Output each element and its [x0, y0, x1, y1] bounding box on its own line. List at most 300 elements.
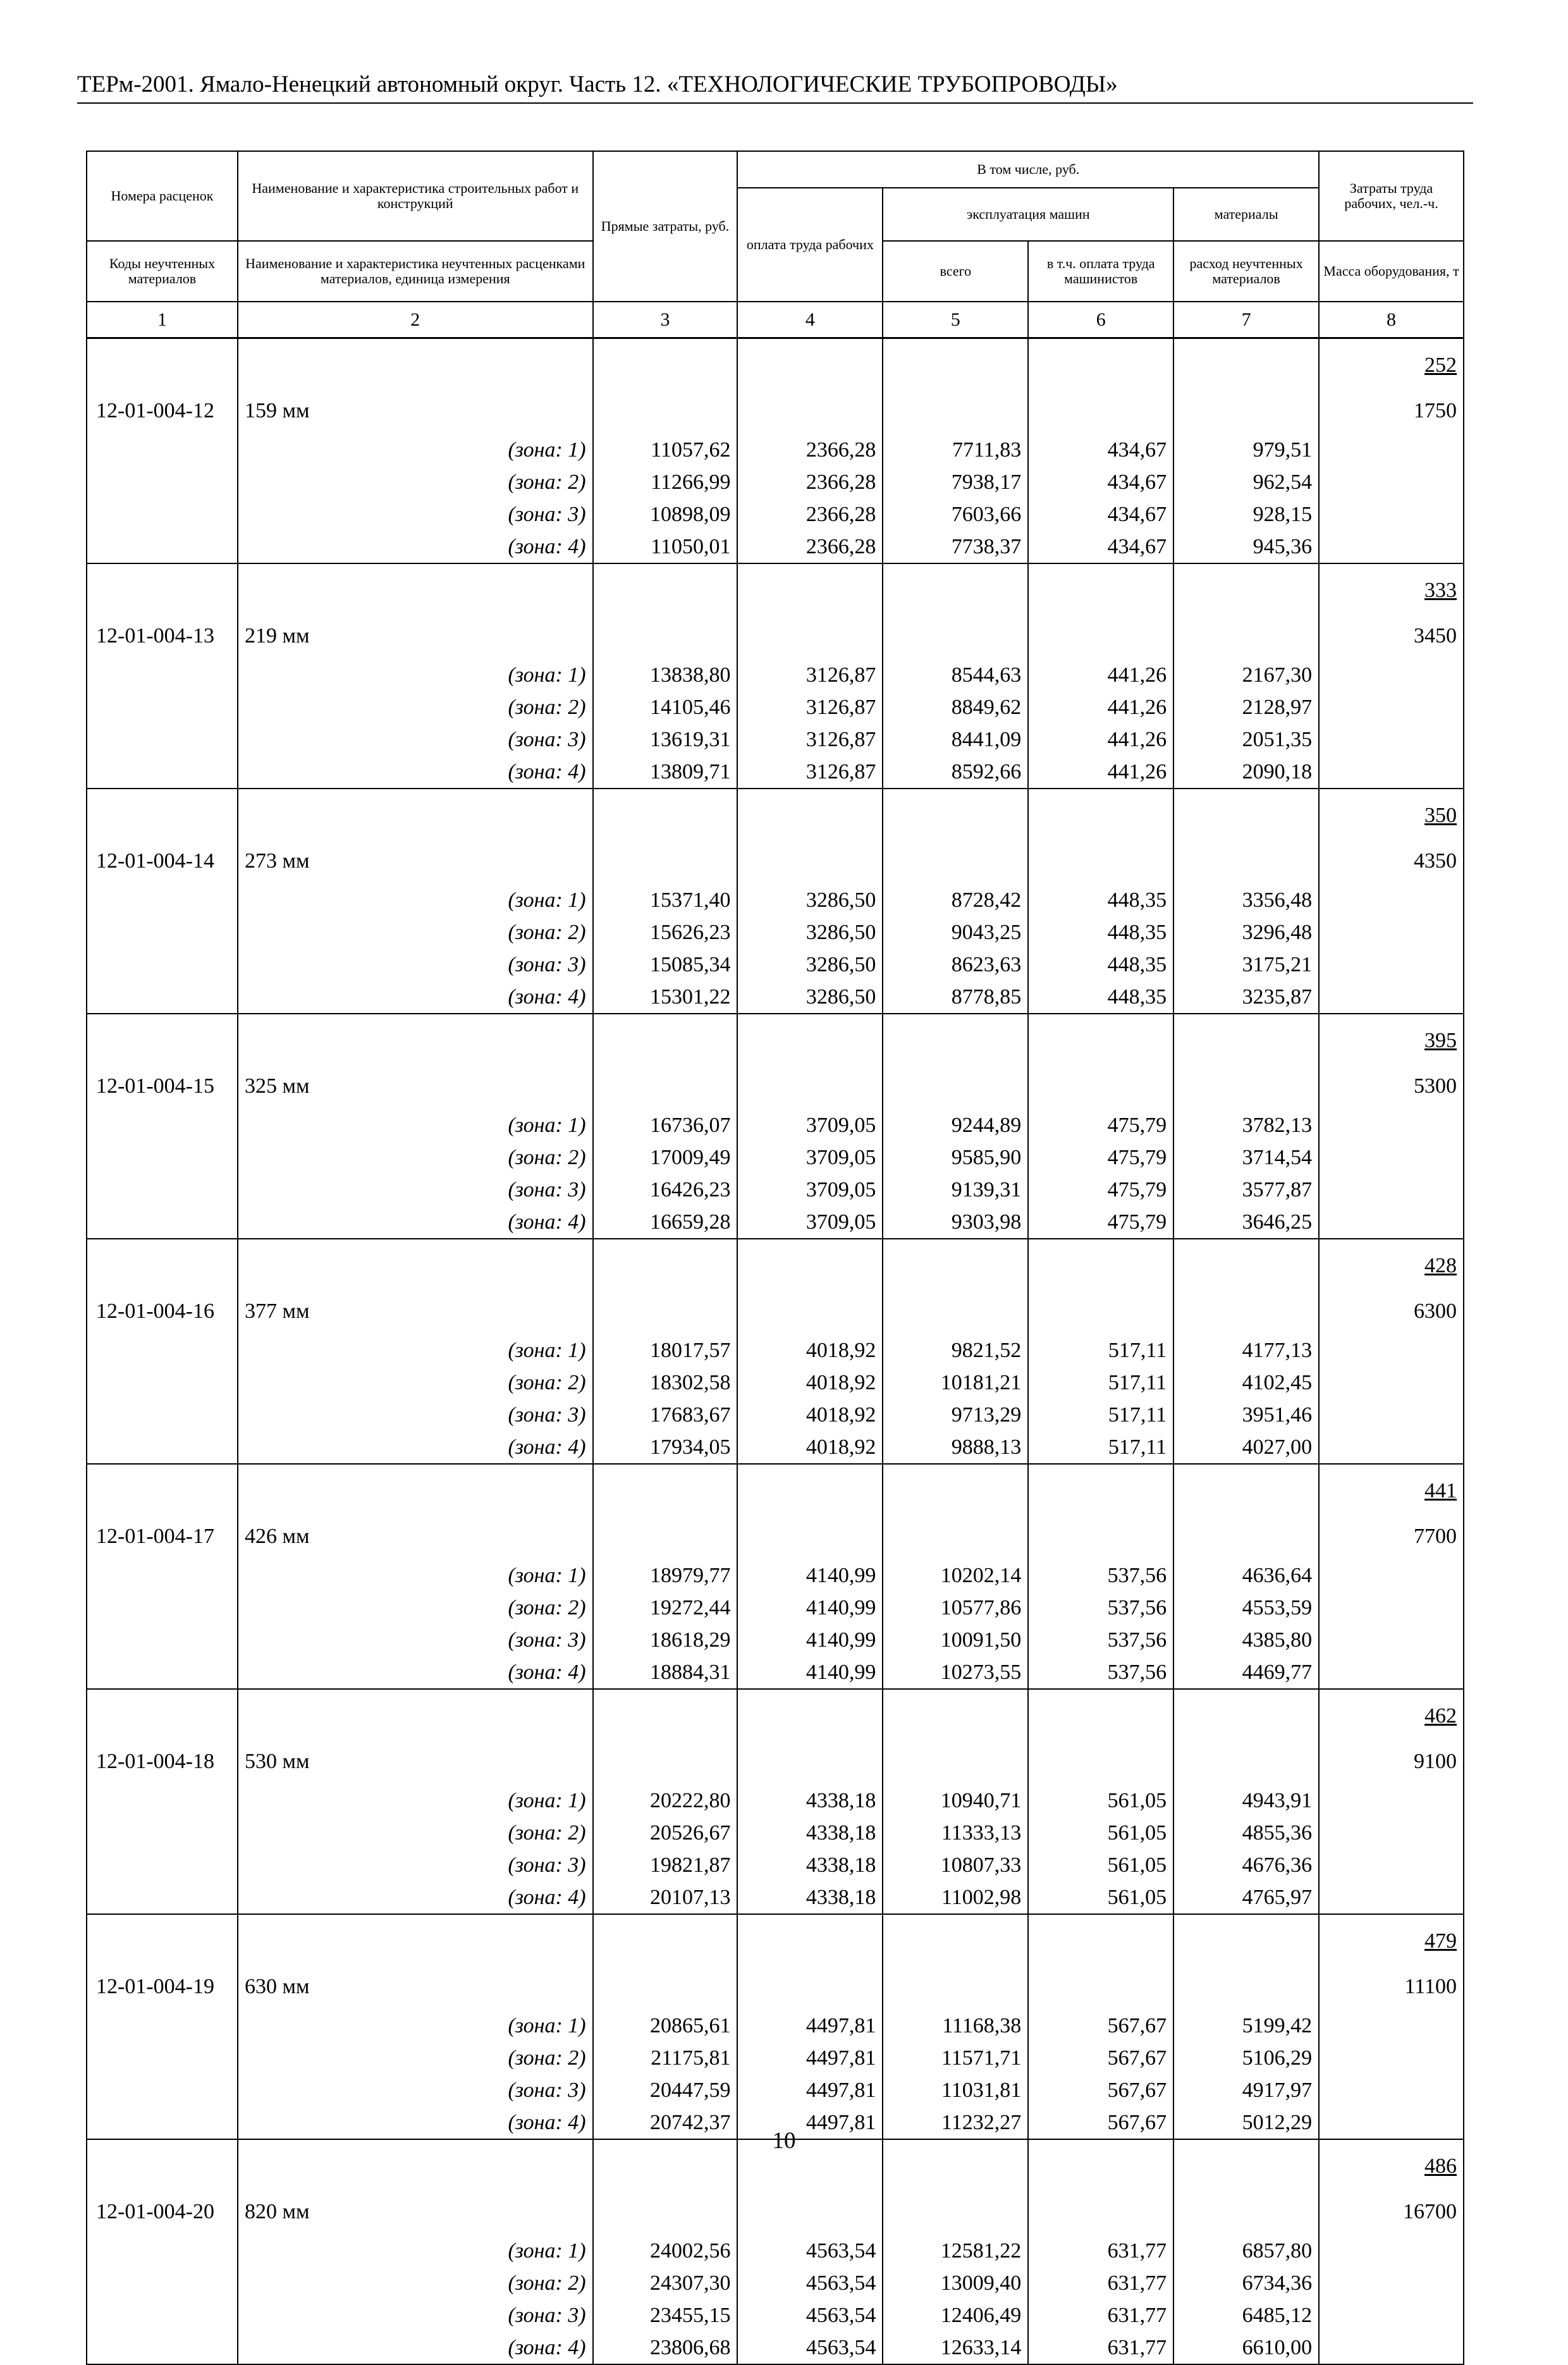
empty-cell: [87, 2299, 238, 2331]
zone-label: (зона: 2): [238, 1367, 593, 1399]
empty-cell: [737, 789, 883, 884]
zone-row: [87, 659, 1464, 691]
zone-row: [87, 2235, 1464, 2267]
worker-wages-cell: 3709,05: [737, 1141, 883, 1174]
empty-cell: [87, 2010, 238, 2042]
zone-row: [87, 1367, 1464, 1399]
empty-cell: [1319, 1656, 1464, 1689]
operator-wages-cell: 537,56: [1028, 1559, 1173, 1592]
operator-wages-cell: 434,67: [1028, 531, 1173, 563]
worker-wages-cell: 4563,54: [737, 2331, 883, 2364]
zone-label: (зона: 4): [238, 2331, 593, 2364]
zone-row: [87, 1592, 1464, 1624]
labor-costs-value: 428: [1424, 1254, 1457, 1277]
table-header: [87, 151, 1464, 338]
worker-wages-cell: 4140,99: [737, 1559, 883, 1592]
zone-label: (зона: 1): [238, 1559, 593, 1592]
rate-header-row: [87, 1014, 1464, 1109]
empty-cell: [883, 789, 1028, 884]
machines-total-cell: 11168,38: [883, 2010, 1028, 2042]
rate-code: 12-01-004-12: [87, 338, 238, 434]
labor-costs-value: 479: [1424, 1929, 1457, 1953]
direct-cost-cell: 18618,29: [593, 1624, 738, 1656]
direct-cost-cell: 13809,71: [593, 756, 738, 789]
rate-name: 273 мм: [238, 789, 593, 884]
materials-cell: 3175,21: [1173, 949, 1319, 981]
empty-cell: [1319, 1431, 1464, 1464]
direct-cost-cell: 20742,37: [593, 2106, 738, 2139]
direct-cost-cell: 16426,23: [593, 1174, 738, 1206]
materials-cell: 945,36: [1173, 531, 1319, 563]
operator-wages-cell: 475,79: [1028, 1206, 1173, 1239]
worker-wages-cell: 4497,81: [737, 2074, 883, 2106]
empty-cell: [1319, 466, 1464, 498]
zone-row: [87, 1141, 1464, 1174]
machines-total-cell: 10091,50: [883, 1624, 1028, 1656]
operator-wages-cell: 567,67: [1028, 2106, 1173, 2139]
empty-cell: [87, 949, 238, 981]
empty-cell: [1319, 1109, 1464, 1141]
zone-label: (зона: 4): [238, 1431, 593, 1464]
zone-label: (зона: 2): [238, 2267, 593, 2299]
worker-wages-cell: 3709,05: [737, 1174, 883, 1206]
zone-label: (зона: 3): [238, 949, 593, 981]
materials-cell: 4855,36: [1173, 1817, 1319, 1849]
zone-row: [87, 2042, 1464, 2074]
empty-cell: [1028, 1914, 1173, 2010]
zone-row: [87, 916, 1464, 949]
empty-cell: [737, 1689, 883, 1784]
labor-mass-cell: [1319, 1914, 1464, 2010]
empty-cell: [87, 1656, 238, 1689]
rate-header-row: [87, 1464, 1464, 1559]
labor-costs-value: 333: [1424, 579, 1457, 602]
machines-total-cell: 7603,66: [883, 498, 1028, 531]
materials-cell: 3296,48: [1173, 916, 1319, 949]
materials-cell: 2051,35: [1173, 723, 1319, 756]
machines-total-cell: 7738,37: [883, 531, 1028, 563]
rate-code: 12-01-004-16: [87, 1239, 238, 1334]
worker-wages-cell: 3126,87: [737, 723, 883, 756]
materials-cell: 3951,46: [1173, 1399, 1319, 1431]
operator-wages-cell: 434,67: [1028, 466, 1173, 498]
worker-wages-cell: 3286,50: [737, 949, 883, 981]
zone-row: [87, 981, 1464, 1014]
column-number: 5: [883, 302, 1028, 338]
rate-code: 12-01-004-18: [87, 1689, 238, 1784]
worker-wages-cell: 4018,92: [737, 1399, 883, 1431]
rate-header-row: [87, 563, 1464, 659]
empty-cell: [87, 2042, 238, 2074]
column-number: 6: [1028, 302, 1173, 338]
equipment-mass-value: 7700: [1414, 1525, 1457, 1548]
direct-cost-cell: 11057,62: [593, 434, 738, 466]
zone-label: (зона: 2): [238, 466, 593, 498]
zone-row: [87, 1399, 1464, 1431]
machines-total-cell: 8592,66: [883, 756, 1028, 789]
machines-total-cell: 8623,63: [883, 949, 1028, 981]
zone-label: (зона: 1): [238, 2010, 593, 2042]
column-number: 2: [238, 302, 593, 338]
direct-cost-cell: 20526,67: [593, 1817, 738, 1849]
empty-cell: [1319, 498, 1464, 531]
rate-name: 325 мм: [238, 1014, 593, 1109]
empty-cell: [593, 563, 738, 659]
empty-cell: [87, 1881, 238, 1914]
operator-wages-cell: 561,05: [1028, 1817, 1173, 1849]
empty-cell: [883, 563, 1028, 659]
materials-cell: 4917,97: [1173, 2074, 1319, 2106]
empty-cell: [1173, 563, 1319, 659]
header-including: В том числе, руб.: [737, 151, 1319, 188]
empty-cell: [1028, 1464, 1173, 1559]
machines-total-cell: 8849,62: [883, 691, 1028, 723]
operator-wages-cell: 537,56: [1028, 1624, 1173, 1656]
worker-wages-cell: 4018,92: [737, 1431, 883, 1464]
worker-wages-cell: 4018,92: [737, 1367, 883, 1399]
column-number: 7: [1173, 302, 1319, 338]
machines-total-cell: 10577,86: [883, 1592, 1028, 1624]
empty-cell: [737, 1914, 883, 2010]
direct-cost-cell: 23806,68: [593, 2331, 738, 2364]
zone-label: (зона: 3): [238, 2074, 593, 2106]
zone-label: (зона: 1): [238, 1109, 593, 1141]
zone-row: [87, 2074, 1464, 2106]
machines-total-cell: 12633,14: [883, 2331, 1028, 2364]
empty-cell: [737, 338, 883, 434]
worker-wages-cell: 4338,18: [737, 1784, 883, 1817]
materials-cell: 4469,77: [1173, 1656, 1319, 1689]
direct-cost-cell: 11266,99: [593, 466, 738, 498]
empty-cell: [737, 563, 883, 659]
zone-label: (зона: 3): [238, 2299, 593, 2331]
operator-wages-cell: 561,05: [1028, 1881, 1173, 1914]
empty-cell: [1173, 338, 1319, 434]
machines-total-cell: 12581,22: [883, 2235, 1028, 2267]
worker-wages-cell: 3126,87: [737, 691, 883, 723]
empty-cell: [87, 1431, 238, 1464]
empty-cell: [1319, 1141, 1464, 1174]
materials-cell: 4943,91: [1173, 1784, 1319, 1817]
zone-label: (зона: 4): [238, 1206, 593, 1239]
materials-cell: 962,54: [1173, 466, 1319, 498]
equipment-mass-value: 1750: [1414, 399, 1457, 422]
header-worker-wages: оплата труда рабочих: [737, 188, 883, 302]
column-number: 1: [87, 302, 238, 338]
empty-cell: [87, 1559, 238, 1592]
operator-wages-cell: 567,67: [1028, 2010, 1173, 2042]
empty-cell: [1319, 884, 1464, 916]
materials-cell: 3356,48: [1173, 884, 1319, 916]
direct-cost-cell: 17009,49: [593, 1141, 738, 1174]
rate-header-row: [87, 1914, 1464, 2010]
rate-code: 12-01-004-15: [87, 1014, 238, 1109]
zone-label: (зона: 4): [238, 1881, 593, 1914]
zone-row: [87, 1334, 1464, 1367]
zone-row: [87, 2010, 1464, 2042]
operator-wages-cell: 434,67: [1028, 434, 1173, 466]
labor-mass-cell: [1319, 1014, 1464, 1109]
machines-total-cell: 8778,85: [883, 981, 1028, 1014]
materials-cell: 5012,29: [1173, 2106, 1319, 2139]
worker-wages-cell: 3286,50: [737, 981, 883, 1014]
empty-cell: [737, 1239, 883, 1334]
worker-wages-cell: 3286,50: [737, 916, 883, 949]
zone-row: [87, 498, 1464, 531]
rate-name: 530 мм: [238, 1689, 593, 1784]
rate-header-row: [87, 1689, 1464, 1784]
machines-total-cell: 9043,25: [883, 916, 1028, 949]
empty-cell: [1173, 1914, 1319, 2010]
zone-label: (зона: 3): [238, 1399, 593, 1431]
empty-cell: [1173, 1689, 1319, 1784]
zone-label: (зона: 3): [238, 1849, 593, 1881]
empty-cell: [1319, 1817, 1464, 1849]
empty-cell: [1173, 1239, 1319, 1334]
machines-total-cell: 11031,81: [883, 2074, 1028, 2106]
zone-label: (зона: 1): [238, 434, 593, 466]
zone-row: [87, 1174, 1464, 1206]
operator-wages-cell: 448,35: [1028, 949, 1173, 981]
worker-wages-cell: 4497,81: [737, 2042, 883, 2074]
machines-total-cell: 9303,98: [883, 1206, 1028, 1239]
header-equipment-mass: Масса оборудования, т: [1319, 241, 1464, 302]
direct-cost-cell: 18302,58: [593, 1367, 738, 1399]
materials-cell: 4553,59: [1173, 1592, 1319, 1624]
worker-wages-cell: 4497,81: [737, 2010, 883, 2042]
direct-cost-cell: 20222,80: [593, 1784, 738, 1817]
zone-label: (зона: 1): [238, 2235, 593, 2267]
empty-cell: [1319, 916, 1464, 949]
empty-cell: [1028, 1014, 1173, 1109]
machines-total-cell: 11571,71: [883, 2042, 1028, 2074]
direct-cost-cell: 20107,13: [593, 1881, 738, 1914]
operator-wages-cell: 567,67: [1028, 2042, 1173, 2074]
zone-label: (зона: 4): [238, 2106, 593, 2139]
operator-wages-cell: 475,79: [1028, 1109, 1173, 1141]
empty-cell: [1319, 1206, 1464, 1239]
operator-wages-cell: 448,35: [1028, 981, 1173, 1014]
zone-label: (зона: 1): [238, 884, 593, 916]
labor-costs-value: 486: [1424, 2154, 1457, 2178]
empty-cell: [1028, 789, 1173, 884]
empty-cell: [87, 1784, 238, 1817]
labor-mass-cell: [1319, 1689, 1464, 1784]
materials-cell: 3714,54: [1173, 1141, 1319, 1174]
empty-cell: [883, 338, 1028, 434]
labor-costs-value: 252: [1424, 353, 1457, 377]
materials-cell: 4177,13: [1173, 1334, 1319, 1367]
zone-label: (зона: 2): [238, 1817, 593, 1849]
zone-row: [87, 1624, 1464, 1656]
zone-row: [87, 756, 1464, 789]
zone-label: (зона: 3): [238, 498, 593, 531]
empty-cell: [1173, 789, 1319, 884]
header-material-names: Наименование и характеристика неучтенных расценками материалов, единица измерения: [238, 241, 593, 302]
empty-cell: [593, 1689, 738, 1784]
operator-wages-cell: 537,56: [1028, 1592, 1173, 1624]
empty-cell: [87, 1109, 238, 1141]
machines-total-cell: 10273,55: [883, 1656, 1028, 1689]
operator-wages-cell: 537,56: [1028, 1656, 1173, 1689]
empty-cell: [87, 659, 238, 691]
direct-cost-cell: 15626,23: [593, 916, 738, 949]
labor-mass-cell: [1319, 1464, 1464, 1559]
empty-cell: [593, 1464, 738, 1559]
empty-cell: [1319, 1367, 1464, 1399]
rate-code: 12-01-004-17: [87, 1464, 238, 1559]
rate-name: 630 мм: [238, 1914, 593, 2010]
direct-cost-cell: 20447,59: [593, 2074, 738, 2106]
zone-row: [87, 1559, 1464, 1592]
empty-cell: [1173, 1014, 1319, 1109]
worker-wages-cell: 4563,54: [737, 2299, 883, 2331]
direct-cost-cell: 15085,34: [593, 949, 738, 981]
labor-mass-cell: [1319, 1239, 1464, 1334]
direct-cost-cell: 13838,80: [593, 659, 738, 691]
empty-cell: [1319, 531, 1464, 563]
worker-wages-cell: 4497,81: [737, 2106, 883, 2139]
direct-cost-cell: 19272,44: [593, 1592, 738, 1624]
zone-label: (зона: 4): [238, 1656, 593, 1689]
materials-cell: 5199,42: [1173, 2010, 1319, 2042]
machines-total-cell: 9244,89: [883, 1109, 1028, 1141]
header-machines-total: всего: [883, 241, 1028, 302]
zone-label: (зона: 3): [238, 723, 593, 756]
rate-name: 219 мм: [238, 563, 593, 659]
worker-wages-cell: 4018,92: [737, 1334, 883, 1367]
worker-wages-cell: 3126,87: [737, 659, 883, 691]
zone-label: (зона: 1): [238, 1334, 593, 1367]
operator-wages-cell: 475,79: [1028, 1141, 1173, 1174]
zone-row: [87, 1109, 1464, 1141]
zone-row: [87, 2331, 1464, 2364]
direct-cost-cell: 11050,01: [593, 531, 738, 563]
zone-label: (зона: 2): [238, 1141, 593, 1174]
empty-cell: [87, 531, 238, 563]
header-work-name: Наименование и характеристика строительных работ и конструкций: [238, 151, 593, 241]
machines-total-cell: 8728,42: [883, 884, 1028, 916]
materials-cell: 928,15: [1173, 498, 1319, 531]
empty-cell: [1319, 2331, 1464, 2364]
materials-cell: 6610,00: [1173, 2331, 1319, 2364]
zone-row: [87, 949, 1464, 981]
rate-name: 820 мм: [238, 2139, 593, 2235]
materials-cell: 3782,13: [1173, 1109, 1319, 1141]
equipment-mass-value: 11100: [1404, 1975, 1457, 1998]
empty-cell: [87, 981, 238, 1014]
header-materials: материалы: [1173, 188, 1319, 241]
empty-cell: [883, 1464, 1028, 1559]
materials-cell: 4102,45: [1173, 1367, 1319, 1399]
empty-cell: [593, 1914, 738, 2010]
direct-cost-cell: 20865,61: [593, 2010, 738, 2042]
rate-code: 12-01-004-20: [87, 2139, 238, 2235]
direct-cost-cell: 18979,77: [593, 1559, 738, 1592]
labor-mass-cell: [1319, 789, 1464, 884]
empty-cell: [87, 498, 238, 531]
direct-cost-cell: 18017,57: [593, 1334, 738, 1367]
zone-label: (зона: 3): [238, 1174, 593, 1206]
empty-cell: [737, 1014, 883, 1109]
direct-cost-cell: 21175,81: [593, 2042, 738, 2074]
equipment-mass-value: 6300: [1414, 1299, 1457, 1323]
empty-cell: [737, 1464, 883, 1559]
header-operator-wages: в т.ч. оплата труда машинистов: [1028, 241, 1173, 302]
direct-cost-cell: 15301,22: [593, 981, 738, 1014]
empty-cell: [1319, 1784, 1464, 1817]
direct-cost-cell: 14105,46: [593, 691, 738, 723]
worker-wages-cell: 4338,18: [737, 1881, 883, 1914]
empty-cell: [1319, 2235, 1464, 2267]
empty-cell: [87, 1624, 238, 1656]
labor-costs-value: 350: [1424, 804, 1457, 827]
empty-cell: [1028, 563, 1173, 659]
machines-total-cell: 8544,63: [883, 659, 1028, 691]
empty-cell: [87, 1334, 238, 1367]
machines-total-cell: 8441,09: [883, 723, 1028, 756]
header-material-codes: Коды неучтенных материалов: [87, 241, 238, 302]
direct-cost-cell: 19821,87: [593, 1849, 738, 1881]
empty-cell: [593, 789, 738, 884]
materials-cell: 4385,80: [1173, 1624, 1319, 1656]
operator-wages-cell: 434,67: [1028, 498, 1173, 531]
empty-cell: [1319, 2042, 1464, 2074]
zone-row: [87, 691, 1464, 723]
materials-cell: 6485,12: [1173, 2299, 1319, 2331]
machines-total-cell: 10202,14: [883, 1559, 1028, 1592]
rate-name: 426 мм: [238, 1464, 593, 1559]
machines-total-cell: 10807,33: [883, 1849, 1028, 1881]
operator-wages-cell: 631,77: [1028, 2267, 1173, 2299]
empty-cell: [87, 916, 238, 949]
operator-wages-cell: 441,26: [1028, 723, 1173, 756]
materials-cell: 2128,97: [1173, 691, 1319, 723]
rate-code: 12-01-004-19: [87, 1914, 238, 2010]
empty-cell: [1028, 338, 1173, 434]
operator-wages-cell: 517,11: [1028, 1367, 1173, 1399]
materials-cell: 3577,87: [1173, 1174, 1319, 1206]
direct-cost-cell: 24002,56: [593, 2235, 738, 2267]
machines-total-cell: 9139,31: [883, 1174, 1028, 1206]
empty-cell: [1319, 2074, 1464, 2106]
column-number: 4: [737, 302, 883, 338]
empty-cell: [87, 756, 238, 789]
zone-row: [87, 884, 1464, 916]
zone-row: [87, 723, 1464, 756]
machines-total-cell: 11232,27: [883, 2106, 1028, 2139]
empty-cell: [1319, 949, 1464, 981]
zone-row: [87, 1881, 1464, 1914]
worker-wages-cell: 4563,54: [737, 2235, 883, 2267]
zone-label: (зона: 4): [238, 531, 593, 563]
worker-wages-cell: 4140,99: [737, 1624, 883, 1656]
empty-cell: [1319, 756, 1464, 789]
rate-header-row: [87, 1239, 1464, 1334]
worker-wages-cell: 2366,28: [737, 531, 883, 563]
empty-cell: [87, 2267, 238, 2299]
page-number: 10: [772, 2128, 796, 2154]
rates-table: [86, 150, 1464, 2365]
machines-total-cell: 10940,71: [883, 1784, 1028, 1817]
labor-costs-value: 441: [1424, 1479, 1457, 1502]
empty-cell: [1319, 434, 1464, 466]
materials-cell: 5106,29: [1173, 2042, 1319, 2074]
operator-wages-cell: 448,35: [1028, 884, 1173, 916]
empty-cell: [87, 1817, 238, 1849]
empty-cell: [87, 1849, 238, 1881]
zone-row: [87, 531, 1464, 563]
